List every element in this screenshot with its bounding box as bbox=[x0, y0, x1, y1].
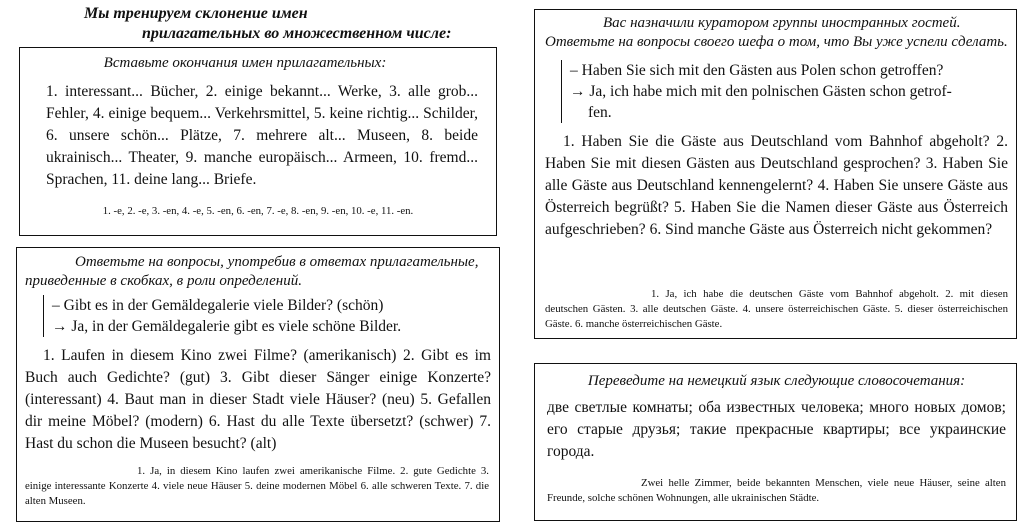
exercise-4-answers: Zwei helle Zimmer, beide bekannten Menschen, viele neue Häuser, seine alten Freunde, solche schönen Wohnungen, alle ukrainischen Städte. bbox=[547, 477, 1006, 504]
exercise-2-instruction: Ответьте на вопросы, употребив в ответах прилагательные, приведенные в скобках, в роли определений. bbox=[25, 254, 479, 289]
exercise-3-example-answer-line-1: → Ja, ich habe mich mit den polnischen Gästen schon getrof- bbox=[570, 83, 952, 100]
exercise-4-instruction: Переведите на немецкий язык следующие словосочетания: bbox=[587, 373, 966, 389]
exercise-3-text: 1. Haben Sie die Gäste aus Deutschland vom Bahnhof abgeholt? 2. Haben Sie mit diesen Gästen aus Deutschland gesprochen? 3. Haben Sie alle Gäste aus Deutschland kennengelernt? 4. Haben Sie unsere Gäste aus Österreich begrüßt? 5. Haben Sie die Namen dieser Gäste aus Österreich aufgeschrieben? 6. Sind manche Gäste aus Österreich nicht gekommen? bbox=[545, 133, 1008, 238]
exercise-1-answers: 1. -e, 2. -e, 3. -en, 4. -e, 5. -en, 6. -en, 7. -e, 8. -en, 9. -en, 10. -e, 11. -en. bbox=[102, 205, 414, 217]
exercise-2-text: 1. Laufen in diesem Kino zwei Filme? (amerikanisch) 2. Gibt es im Buch auch Gedichte? (gut) 3. Gibt dieser Sänger einige Konzerte? (interessant) 4. Baut man in dieser Stadt viele Häuser? (neu) 5. Gefallen dir meine Möbel? (modern) 6. Hast du alle Texte übersetzt? (schwer) 7. Hast du schon die Museen besucht? (alt) bbox=[25, 347, 491, 452]
exercise-3-example bbox=[561, 60, 1008, 123]
exercise-3-instruction: Вас назначили куратором группы иностранных гостей. Ответьте на вопросы своего шефа о том, что Вы уже успели сделать. bbox=[545, 15, 1008, 50]
page-title bbox=[40, 4, 480, 44]
exercise-3-example-question: – Haben Sie sich mit den Gästen aus Polen schon getroffen? bbox=[570, 62, 944, 79]
exercise-1-text: 1. interessant... Bücher, 2. einige bekannt... Werke, 3. alle grob... Fehler, 4. einige bequem... Verkehrsmittel, 5. keine richtig... Schilder, 6. unsere schön... Plätze, 7. mehrere alt... Museen, 8. beide ukrainisch... Theater, 9. manche europäisch... Armeen, 10. fremd... Sprachen, 11. deine lang... Briefe. bbox=[46, 83, 478, 188]
exercise-3-example-answer-line-2: fen. bbox=[588, 104, 612, 121]
exercise-3-answers: 1. Ja, ich habe die deutschen Gäste vom Bahnhof abgeholt. 2. mit diesen deutschen Gästen. 3. alle deutschen Gäste. 4. unsere österreichischen Gäste. 5. dieser österreichischen Gäste. 6. manche österreichischen Gäste. bbox=[545, 288, 1008, 330]
exercise-2-example bbox=[43, 295, 491, 337]
exercise-1-box bbox=[19, 47, 497, 236]
exercise-4-text: две светлые комнаты; оба известных человека; много новых домов; его старые друзья; такие прекрасные квартиры; все украинские города. bbox=[547, 399, 1006, 460]
exercise-3-box bbox=[534, 9, 1017, 339]
page-title-line-2: прилагательных во множественном числе: bbox=[142, 25, 452, 42]
exercise-1-instruction: Вставьте окончания имен прилагательных: bbox=[103, 55, 387, 71]
exercise-4-box bbox=[534, 363, 1017, 521]
page-title-line-1: Мы тренируем склонение имен bbox=[84, 5, 308, 22]
exercise-2-example-question: – Gibt es in der Gemäldegalerie viele Bilder? (schön) bbox=[52, 297, 384, 314]
exercise-2-answers: 1. Ja, in diesem Kino laufen zwei amerikanische Filme. 2. gute Gedichte 3. einige interessante Konzerte 4. viele neue Häuser 5. deine modernen Möbel 6. alle schweren Texte. 7. die alten Museen. bbox=[25, 465, 489, 507]
exercise-2-box bbox=[16, 247, 500, 522]
exercise-2-example-answer: → Ja, in der Gemäldegalerie gibt es viele schöne Bilder. bbox=[52, 318, 402, 335]
